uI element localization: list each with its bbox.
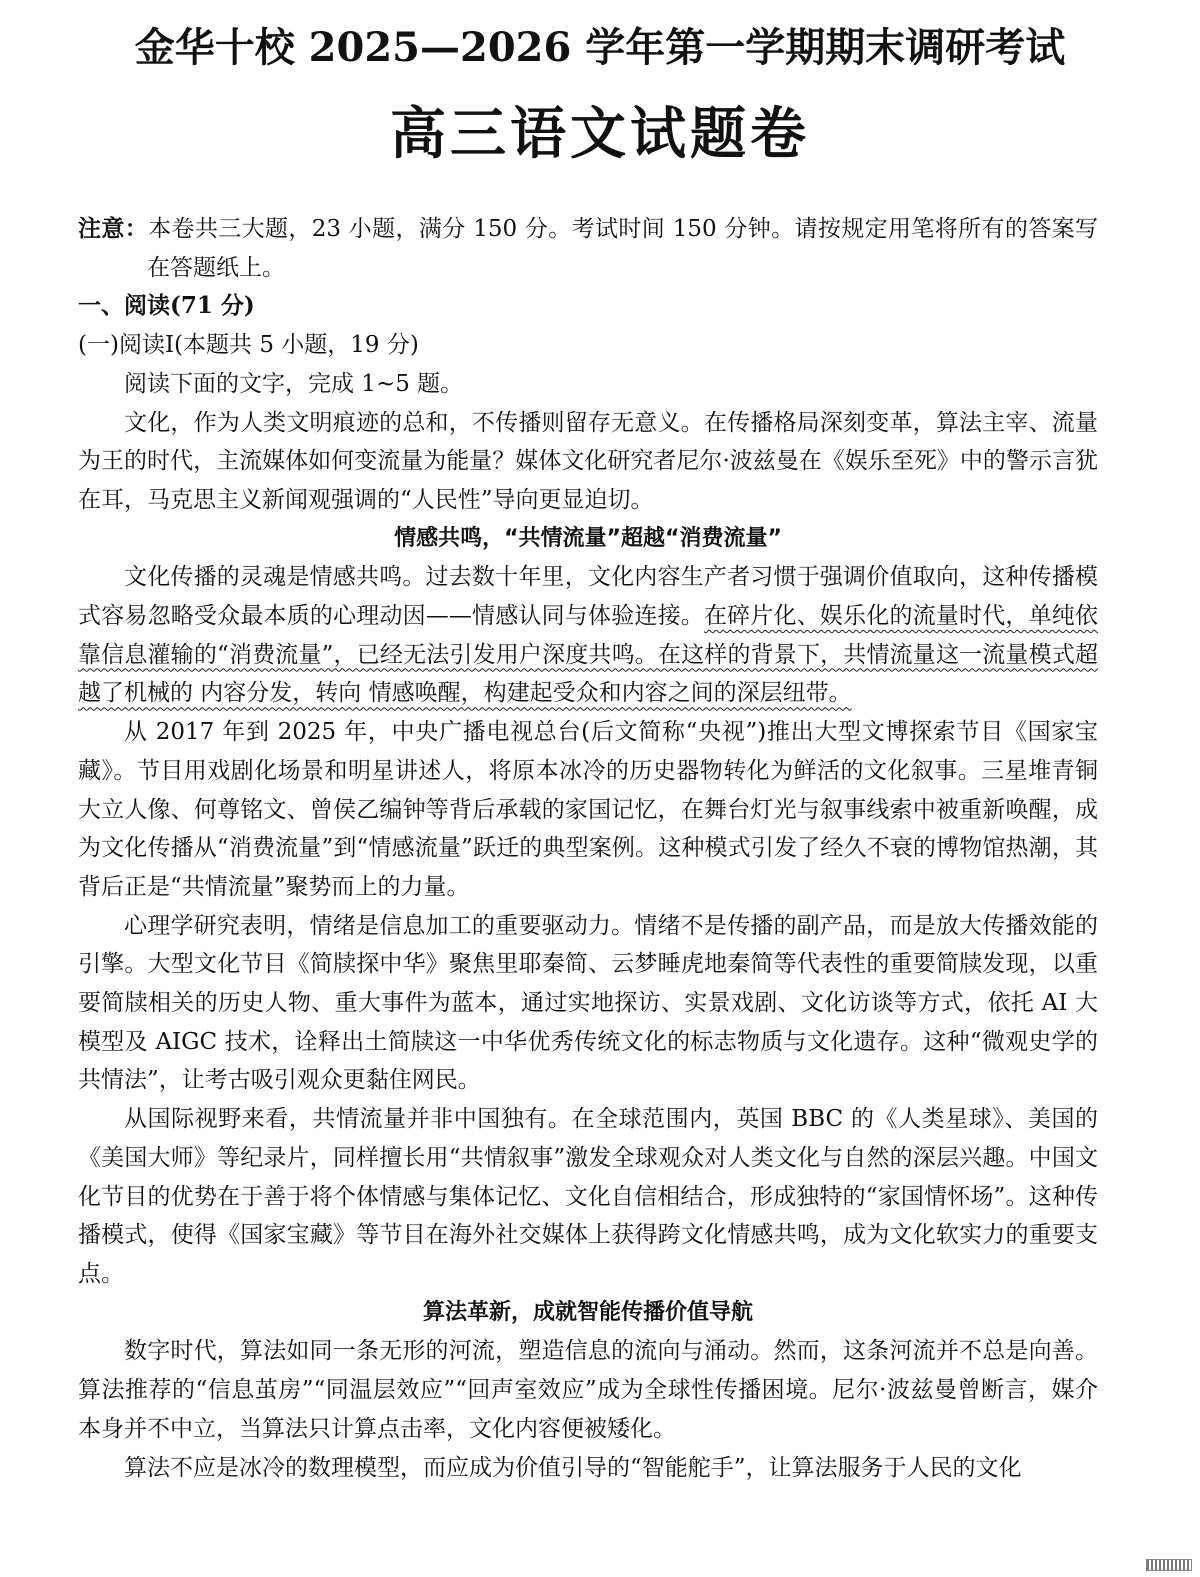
exam-notice [78,210,1098,287]
part-title: (一)阅读Ⅰ(本题共 5 小题，19 分) [78,332,419,359]
paragraph-5: 从国际视野来看，共情流量并非中国独有。在全球范围内，英国 BBC 的《人类星球》、美国的《美国大师》等纪录片，同样擅长用“共情叙事”激发全球观众对人类文化与自然的深层兴趣。中国文化节目的优势在于善于将个体情感与集体记忆、文化自信相结合，形成独特的“家国情怀场”。这种传播模式，使得《国家宝藏》等节目在海外社交媒体上获得跨文化情感共鸣，成为文化软实力的重要支点。 [78,1106,1098,1287]
notice-text: 本卷共三大题，23 小题，满分 150 分。考试时间 150 分钟。请按规定用笔将所有的答案写在答题纸上。 [147,216,1098,281]
paragraph-2-text: 文化传播的灵魂是情感共鸣。过去数十年里，文化内容生产者习惯于强调价值取向，这种传播模式容易忽略受众最本质的心理动因——情感认同与体验连接。 [78,564,1098,630]
paragraph-4: 心理学研究表明，情绪是信息加工的重要驱动力。情绪不是传播的副产品，而是放大传播效能的引擎。大型文化节目《简牍探中华》聚焦里耶秦简、云梦睡虎地秦简等代表性的重要简牍发现，以重要简牍相关的历史人物、重大事件为蓝本，通过实地探访、实景戏剧、文化访谈等方式，依托 AI 大模型及 AIGC 技术，诠释出土简牍这一中华优秀传统文化的标志物质与文化遗存。这种“微观史学的共情法”，让考古吸引观众更黏住网民。 [78,912,1098,1094]
exam-title: 金华十校 2025—2026 学年第一学期期末调研考试 [134,24,1066,71]
subheading-empathy: 情感共鸣，“共情流量”超越“消费流量” [394,525,782,551]
paragraph-1: 文化，作为人类文明痕迹的总和，不传播则留存无意义。在传播格局深刻变革，算法主宰、流量为王的时代，主流媒体如何变流量为能量？媒体文化研究者尼尔·波兹曼在《娱乐至死》中的警示言犹在耳，马克思主义新闻观强调的“人民性”导向更显迫切。 [78,409,1098,513]
reading-instruction: 阅读下面的文字，完成 1~5 题。 [124,370,464,397]
subheading-algorithm: 算法革新，成就智能传播价值导航 [422,1299,753,1325]
paragraph-6: 数字时代，算法如同一条无形的河流，塑造信息的流向与涌动。然而，这条河流并不总是向善。算法推荐的“信息茧房”“同温层效应”“回声室效应”成为全球性传播困境。尼尔·波兹曼曾断言，媒介本身并不中立，当算法只计算点击率，文化内容便被矮化。 [78,1338,1098,1442]
qr-watermark-icon [1146,1559,1192,1571]
paper-title: 高三语文试题卷 [390,101,810,167]
paragraph-3: 从 2017 年到 2025 年，中央广播电视总台(后文简称“央视”)推出大型文博探索节目《国家宝藏》。节目用戏剧化场景和明星讲述人，将原本冰冷的历史器物转化为鲜活的文化叙事。三星堆青铜大立人像、何尊铭文、曾侯乙编钟等背后承载的家国记忆，在舞台灯光与叙事线索中被重新唤醒，成为文化传播从“消费流量”到“情感流量”跃迁的典型案例。这种模式引发了经久不衰的博物馆热潮，其背后正是“共情流量”聚势而上的力量。 [78,719,1098,900]
paragraph-7: 算法不应是冰冷的数理模型，而应成为价值引导的“智能舵手”，让算法服务于人民的文化 [124,1454,1022,1481]
paper-body [78,210,1098,1487]
paragraph-2 [78,558,1098,713]
notice-label: 注意： [78,215,149,242]
section-title: 一、阅读(71 分) [78,292,255,320]
wavy-underlined-sentence: 在碎片化、娱乐化的流量时代，单纯依靠信息灌输的“消费流量”，已经无法引发用户深度共鸣。在这样的背景下，共情流量这一流量模式超越了机械的 内容分发，转向 情感唤醒，构建起受众和内容之间的深层纽带。 [78,603,1099,707]
